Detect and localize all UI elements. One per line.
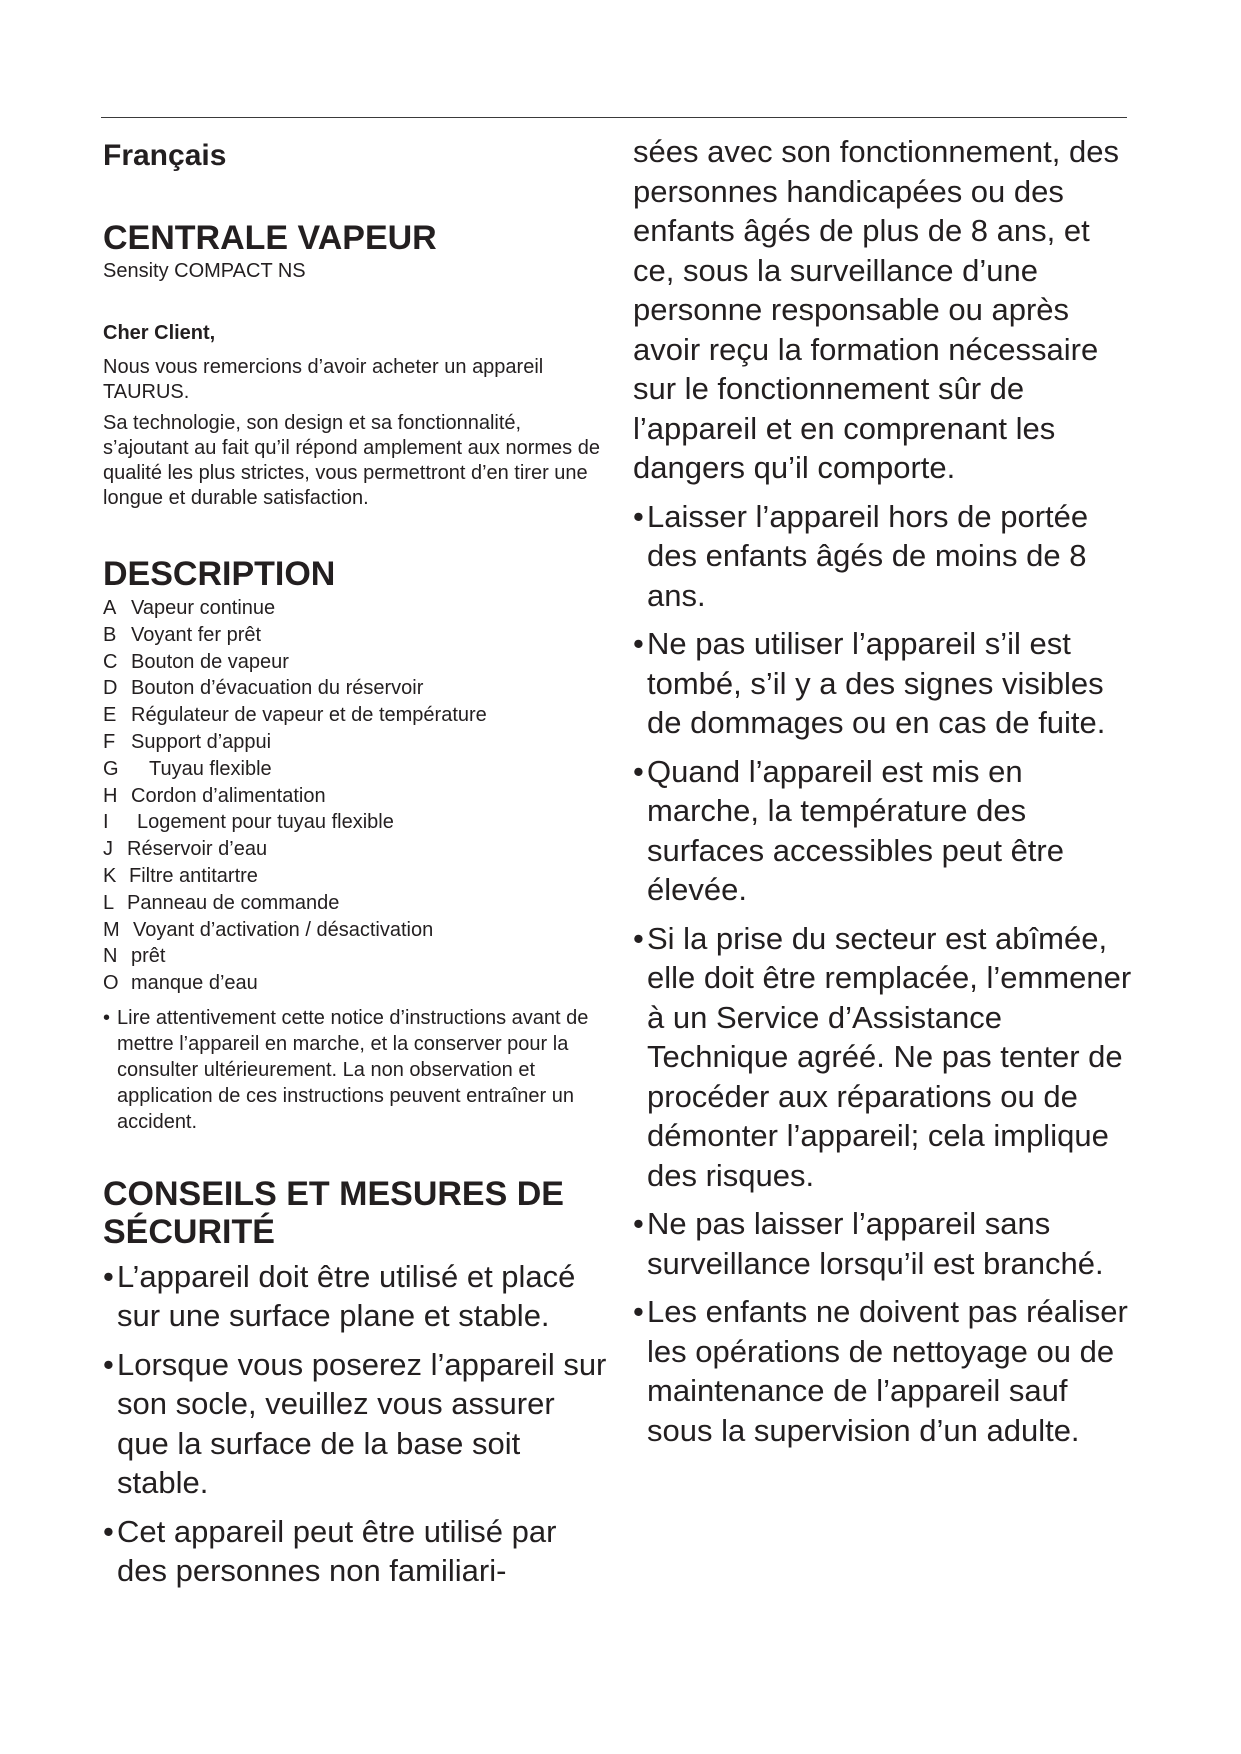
list-item	[103, 917, 608, 944]
item-letter: C	[103, 650, 118, 673]
list-item	[103, 756, 608, 783]
list-item	[103, 890, 608, 917]
item-label: Tuyau flexible	[149, 757, 272, 780]
bullet-icon: •	[103, 1006, 111, 1029]
item-label: Réservoir d’eau	[127, 838, 268, 861]
item-letter: H	[103, 784, 118, 807]
list-item	[103, 943, 608, 970]
list-item	[103, 970, 608, 997]
product-model: Sensity COMPACT NS	[103, 260, 306, 282]
bullet-icon: •	[633, 753, 644, 789]
item-label: Voyant d’activation / désactivation	[133, 918, 434, 941]
item-text: Ne pas laisser l’appareil sans surveillance lorsqu’il est branché.	[647, 1206, 1104, 1281]
item-letter: L	[103, 891, 115, 914]
item-letter: K	[103, 864, 117, 887]
item-label: Cordon d’alimentation	[131, 784, 326, 807]
notice-text: Lire attentivement cette notice d’instructions avant de mettre l’appareil en marche, et la conserver pour la consulter ultérieurement. La non observation et application de ces instructions peuvent entraîner un accident.	[117, 1006, 589, 1133]
item-letter: D	[103, 677, 118, 700]
bullet-icon: •	[633, 498, 644, 534]
safety-title: CONSEILS ET MESURES DE SÉCURITÉ	[103, 1174, 564, 1251]
item-label: Panneau de commande	[127, 891, 340, 914]
item-label: Vapeur continue	[131, 597, 276, 619]
bullet-icon: •	[103, 1346, 114, 1382]
language-heading: Français	[103, 139, 227, 172]
item-letter: B	[103, 623, 117, 646]
item-label: Voyant fer prêt	[131, 623, 262, 646]
instructions-notice	[103, 1005, 608, 1135]
item-label: manque d’eau	[131, 972, 258, 995]
bullet-icon: •	[633, 920, 644, 956]
item-text: L’appareil doit être utilisé et placé sur une surface plane et stable.	[117, 1258, 576, 1334]
item-label: Filtre antitartre	[129, 864, 258, 887]
item-label: Bouton de vapeur	[131, 650, 289, 673]
list-item	[633, 752, 1138, 910]
list-item	[103, 1257, 608, 1336]
item-text: Ne pas utiliser l’appareil s’il est tombé, s’il y a des signes visibles de dommages ou en cas de fuite.	[647, 626, 1106, 740]
item-text: Quand l’appareil est mis en marche, la température des surfaces accessibles peut être élevée.	[647, 753, 1064, 907]
item-text: Cet appareil peut être utilisé par des personnes non familiari-	[117, 1513, 557, 1589]
item-letter: M	[103, 918, 120, 941]
item-letter: N	[103, 945, 118, 968]
item-label: prêt	[131, 945, 166, 968]
item-letter: G	[103, 757, 119, 780]
list-item	[103, 1512, 608, 1591]
left-column	[103, 132, 608, 1600]
item-letter: F	[103, 730, 116, 753]
safety-list-right	[633, 497, 1138, 1451]
list-item	[103, 649, 608, 676]
list-item	[103, 729, 608, 756]
description-title: DESCRIPTION	[103, 555, 336, 593]
list-item	[633, 624, 1138, 743]
safety-continuation: sées avec son fonctionnement, des personnes handicapées ou des enfants âgés de plus de 8 ans, et ce, sous la surveillance d’une personne responsable ou après avoir reçu la formation nécessaire sur le fonctionnement sûr de l’appareil et en comprenant les dangers qu’il comporte.	[633, 134, 1119, 485]
bullet-icon: •	[103, 1258, 114, 1294]
bullet-icon: •	[633, 1206, 644, 1241]
list-item	[103, 783, 608, 810]
list-item	[633, 919, 1138, 1196]
item-letter: I	[103, 811, 109, 834]
item-letter: O	[103, 972, 119, 995]
intro-paragraph-1: Nous vous remercions d’avoir acheter un appareil TAURUS.	[103, 356, 544, 403]
salutation: Cher Client,	[103, 322, 216, 344]
list-item	[103, 675, 608, 702]
item-label: Bouton d’évacuation du réservoir	[131, 677, 424, 700]
right-column	[633, 132, 1138, 1459]
product-type-title: CENTRALE VAPEUR	[103, 219, 437, 257]
safety-list-left	[103, 1257, 608, 1591]
item-letter: E	[103, 704, 117, 727]
item-letter: A	[103, 597, 117, 619]
item-label: Régulateur de vapeur et de température	[131, 704, 487, 727]
item-label: Logement pour tuyau flexible	[137, 811, 394, 834]
bullet-icon: •	[103, 1513, 114, 1549]
header-rule	[101, 117, 1127, 118]
list-item	[633, 1204, 1138, 1283]
item-text: Laisser l’appareil hors de portée des enfants âgés de moins de 8 ans.	[647, 498, 1089, 613]
list-item	[103, 836, 608, 863]
list-item	[633, 1292, 1138, 1450]
list-item	[103, 1345, 608, 1503]
list-item	[633, 497, 1138, 616]
item-label: Support d’appui	[131, 730, 272, 753]
item-text: Si la prise du secteur est abîmée, elle doit être remplacée, l’emmener à un Service d’Assistance Technique agréé. Ne pas tenter de procéder aux réparations ou de démonter l’appareil; cela implique des risques.	[647, 920, 1132, 1193]
bullet-icon: •	[633, 626, 644, 661]
list-item	[103, 622, 608, 649]
list-item	[103, 595, 608, 622]
list-item	[103, 809, 608, 836]
item-text: Lorsque vous poserez l’appareil sur son socle, veuillez vous assurer que la surface de la base soit stable.	[117, 1346, 607, 1501]
list-item	[103, 863, 608, 890]
list-item	[103, 702, 608, 729]
bullet-icon: •	[633, 1294, 644, 1329]
intro-paragraph-2: Sa technologie, son design et sa fonctionnalité, s’ajoutant au fait qu’il répond amplement aux normes de qualité les plus strictes, vous permettront d’en tirer une longue et durable satisfaction.	[103, 412, 600, 509]
description-list	[103, 595, 608, 997]
item-letter: J	[103, 838, 113, 861]
item-text: Les enfants ne doivent pas réaliser les opérations de nettoyage ou de maintenance de l’appareil sauf sous la supervision d’un adulte.	[647, 1294, 1128, 1448]
